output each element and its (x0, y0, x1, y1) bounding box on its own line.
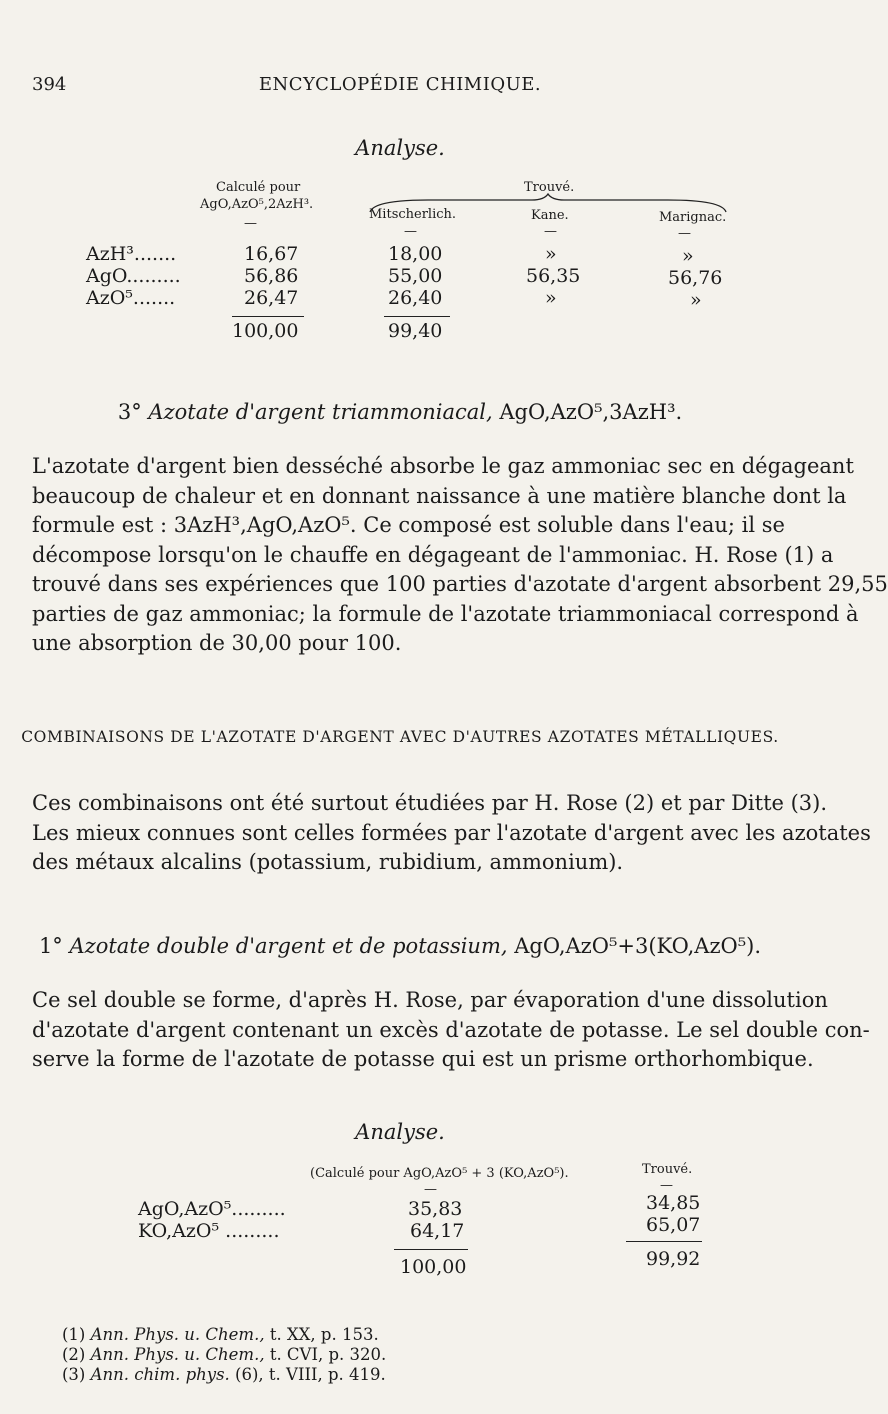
kane-dash: — (544, 224, 557, 239)
row-calc: 64,17 (410, 1220, 465, 1242)
calc-formula-header: AgO,AzO⁵,2AzH³. (200, 197, 314, 212)
calc-header: Calculé pour (216, 180, 301, 195)
paragraph-line: décompose lorsqu'on le chauffe en dégageant de l'ammoniac. H. Rose (1) a (32, 542, 834, 567)
footnote-ref: t. CVI, p. 320. (269, 1345, 387, 1364)
paragraph-line: formule est : 3AzH³,AgO,AzO⁵. Ce composé est soluble dans l'eau; il se (32, 513, 785, 537)
calc-dash: — (244, 216, 257, 231)
row-found: 34,85 (646, 1192, 701, 1214)
footnote (62, 1325, 379, 1344)
kane-header: Kane. (531, 208, 569, 223)
sum-rule (384, 316, 450, 317)
mitscherlich-dash: — (404, 224, 417, 239)
row-label: AgO,AzO⁵......... (138, 1198, 286, 1220)
paragraph-line: beaucoup de chaleur et en donnant naissance à une matière blanche dont la (32, 483, 847, 508)
row-found: 65,07 (646, 1214, 701, 1236)
row-calc: 26,47 (244, 287, 299, 309)
footnote-number: (2) (62, 1345, 86, 1364)
total-found: 99,92 (646, 1248, 701, 1270)
section-title: Azotate double d'argent et de potassium, (69, 934, 508, 958)
paragraph-line: serve la forme de l'azotate de potasse qui est un prisme orthorhombique. (32, 1047, 814, 1071)
footnote-source: Ann. Phys. u. Chem., (90, 1345, 265, 1364)
row-calc: 56,86 (244, 265, 299, 287)
row-label: KO,AzO⁵ ......... (138, 1220, 280, 1242)
paragraph-line: une absorption de 30,00 pour 100. (32, 631, 402, 655)
total-mitscherlich: 99,40 (388, 320, 443, 342)
footnote-ref: t. XX, p. 153. (269, 1325, 379, 1344)
row-calc: 16,67 (244, 243, 299, 265)
mitscherlich-header: Mitscherlich. (369, 207, 457, 222)
total-calc: 100,00 (400, 1256, 467, 1278)
paragraph-line: d'azotate d'argent contenant un excès d'azotate de potasse. Le sel double con- (32, 1017, 870, 1042)
found-header: Trouvé. (642, 1162, 693, 1177)
section-number: 1° (38, 934, 63, 958)
marignac-header: Marignac. (659, 210, 727, 225)
paragraph-line: Ce sel double se forme, d'après H. Rose, par évaporation d'une dissolution (32, 988, 828, 1012)
sum-rule (394, 1249, 468, 1250)
page-number: 394 (32, 74, 67, 95)
footnote-source: Ann. chim. phys. (90, 1365, 230, 1384)
analysis-title: Analyse. (355, 136, 445, 160)
row-mitscherlich: 55,00 (388, 265, 443, 287)
running-title: ENCYCLOPÉDIE CHIMIQUE. (258, 74, 542, 95)
paragraph-line: parties de gaz ammoniac; la formule de l'azotate triammoniacal correspond à (32, 601, 859, 626)
sum-rule (626, 1241, 702, 1242)
combinations-heading: COMBINAISONS DE L'AZOTATE D'ARGENT AVEC D'AUTRES AZOTATES MÉTALLIQUES. (21, 728, 779, 746)
sum-rule (232, 316, 304, 317)
calc-header: (Calculé pour AgO,AzO⁵ + 3 (KO,AzO⁵). (310, 1166, 569, 1181)
row-calc: 35,83 (408, 1198, 463, 1220)
row-kane: » (545, 243, 557, 265)
paragraph-line: Ces combinaisons ont été surtout étudiées par H. Rose (2) et par Ditte (3). (32, 791, 828, 815)
found-header: Trouvé. (524, 180, 575, 195)
row-kane: » (545, 287, 557, 309)
footnote (62, 1365, 386, 1384)
marignac-dash: — (678, 226, 691, 241)
row-label: AgO......... (86, 265, 181, 287)
row-label: AzO⁵....... (86, 287, 176, 309)
paragraph (32, 789, 871, 878)
row-marignac: » (682, 245, 694, 267)
total-calc: 100,00 (232, 320, 299, 342)
row-marignac: 56,76 (668, 267, 723, 289)
row-mitscherlich: 18,00 (388, 243, 443, 265)
section-title: Azotate d'argent triammoniacal, (148, 400, 493, 424)
paragraph (32, 986, 870, 1075)
paragraph-line: Les mieux connues sont celles formées par l'azotate d'argent avec les azotates (32, 820, 871, 845)
paragraph (32, 452, 888, 659)
paragraph-line: trouvé dans ses expériences que 100 parties d'azotate d'argent absorbent 29,55 (32, 572, 888, 596)
section-number: 3° (117, 400, 142, 424)
section-heading (0, 934, 800, 958)
row-label: AzH³....... (86, 243, 177, 265)
paragraph-line: des métaux alcalins (potassium, rubidium, ammonium). (32, 850, 624, 874)
paragraph-line: L'azotate d'argent bien desséché absorbe le gaz ammoniac sec en dégageant (32, 454, 854, 478)
footnote-ref: (6), t. VIII, p. 419. (235, 1365, 386, 1384)
row-kane: 56,35 (526, 265, 581, 287)
footnote (62, 1345, 386, 1364)
calc-dash: — (424, 1182, 437, 1197)
row-mitscherlich: 26,40 (388, 287, 443, 309)
footnote-number: (1) (62, 1325, 86, 1344)
found-dash: — (660, 1178, 673, 1193)
row-marignac: » (690, 289, 702, 311)
section-formula: AgO,AzO⁵+3(KO,AzO⁵). (514, 934, 762, 958)
footnote-source: Ann. Phys. u. Chem., (90, 1325, 265, 1344)
analysis-title: Analyse. (355, 1120, 445, 1144)
section-formula: AgO,AzO⁵,3AzH³. (499, 400, 683, 424)
footnote-number: (3) (62, 1365, 86, 1384)
section-heading (0, 400, 800, 424)
